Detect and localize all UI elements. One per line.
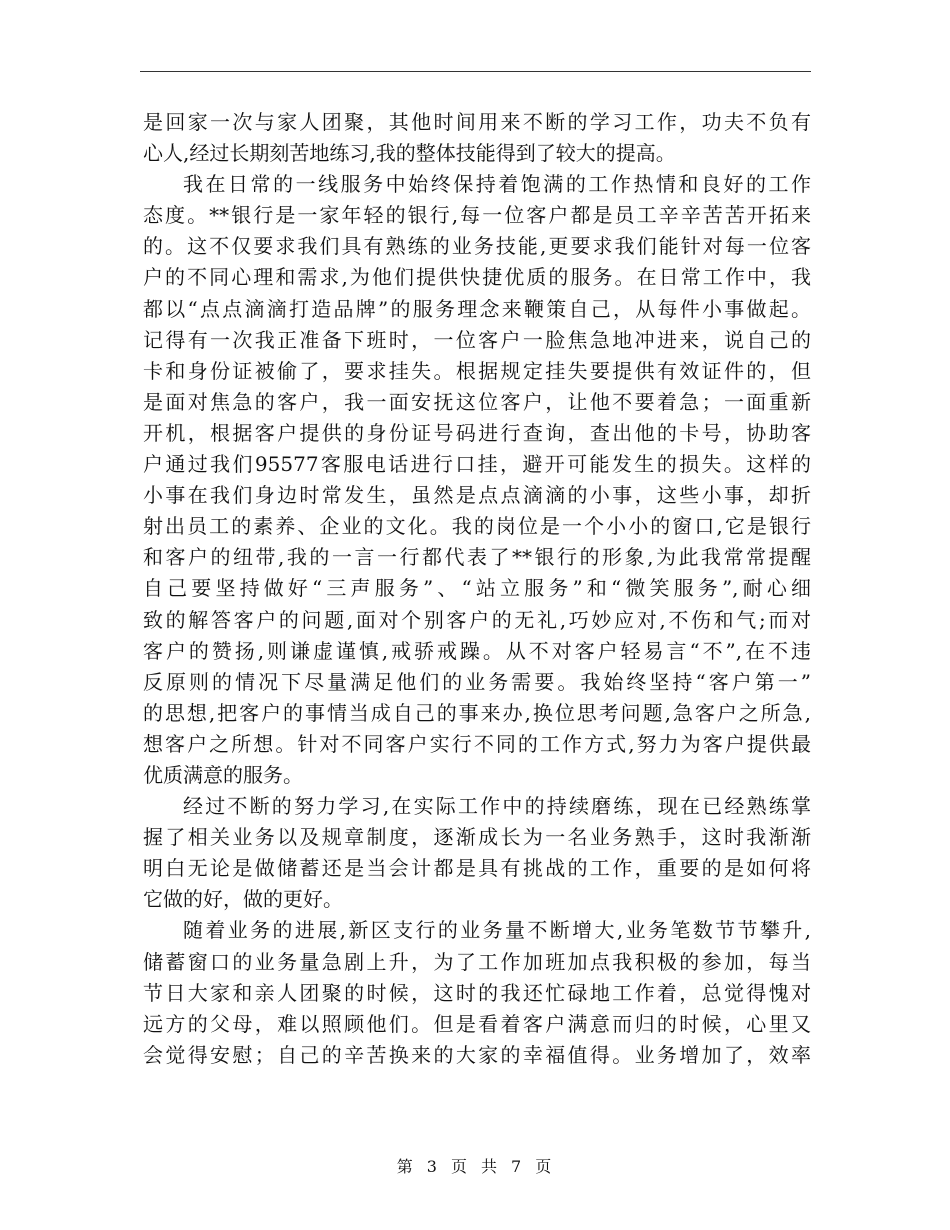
footer-current-page: 3 [426, 1157, 439, 1176]
text-line: 我在日常的一线服务中始终保持着饱满的工作热情和良好的工作 [183, 172, 811, 197]
text-line: 卡和身份证被偷了，要求挂失。根据规定挂失要提供有效证件的，但 [143, 358, 811, 383]
text-line: 都以“点点滴滴打造品牌”的服务理念来鞭策自己，从每件小事做起。 [143, 296, 811, 321]
text-line: 反原则的情况下尽量满足他们的业务需要。我始终坚持“客户第一” [143, 669, 811, 694]
text-line: 想客户之所想。针对不同客户实行不同的工作方式,努力为客户提供最 [143, 731, 811, 756]
text-line: 心人,经过长期刻苦地练习,我的整体技能得到了较大的提高。 [143, 141, 676, 166]
text-line: 户通过我们95577客服电话进行口挂，避开可能发生的损失。这样的 [143, 452, 811, 477]
text-line: 随着业务的进展,新区支行的业务量不断增大,业务笔数节节攀升, [183, 918, 811, 943]
footer-prefix: 第 [396, 1157, 415, 1176]
text-line: 会觉得安慰；自己的辛苦换来的大家的幸福值得。业务增加了，效率 [143, 1042, 811, 1067]
body-text [143, 107, 811, 1071]
text-line: 自己要坚持做好“三声服务”、“站立服务”和“微笑服务”,耐心细 [143, 576, 811, 601]
text-line: 明白无论是做储蓄还是当会计都是具有挑战的工作，重要的是如何将 [143, 856, 811, 881]
header-rule [140, 71, 811, 72]
footer-suffix: 页 [535, 1157, 554, 1176]
text-line: 节日大家和亲人团聚的时候，这时的我还忙碌地工作着，总觉得愧对 [143, 980, 811, 1005]
text-line: 客户的赞扬,则谦虚谨慎,戒骄戒躁。从不对客户轻易言“不”,在不违 [143, 638, 811, 663]
text-line: 是回家一次与家人团聚，其他时间用来不断的学习工作，功夫不负有 [143, 110, 811, 134]
text-line: 的思想,把客户的事情当成自己的事来办,换位思考问题,急客户之所急, [143, 700, 811, 725]
text-line: 记得有一次我正准备下班时，一位客户一脸焦急地冲进来，说自己的 [143, 327, 811, 352]
text-line: 远方的父母，难以照顾他们。但是看着客户满意而归的时候，心里又 [143, 1011, 811, 1036]
text-line: 态度。**银行是一家年轻的银行,每一位客户都是员工辛辛苦苦开拓来 [143, 203, 811, 228]
text-line: 储蓄窗口的业务量急剧上升，为了工作加班加点我积极的参加，每当 [143, 949, 811, 974]
text-line: 致的解答客户的问题,面对个别客户的无礼,巧妙应对,不伤和气;而对 [143, 607, 811, 632]
text-line: 小事在我们身边时常发生，虽然是点点滴滴的小事，这些小事，却折 [143, 483, 811, 508]
page-footer [0, 1154, 950, 1177]
footer-total-pages: 7 [511, 1157, 524, 1176]
text-line: 户的不同心理和需求,为他们提供快捷优质的服务。在日常工作中，我 [143, 265, 811, 290]
text-line: 经过不断的努力学习,在实际工作中的持续磨练，现在已经熟练掌 [183, 794, 811, 819]
text-line: 和客户的纽带,我的一言一行都代表了**银行的形象,为此我常常提醒 [143, 545, 811, 570]
text-line: 的。这不仅要求我们具有熟练的业务技能,更要求我们能针对每一位客 [143, 234, 811, 259]
text-line: 是面对焦急的客户，我一面安抚这位客户，让他不要着急；一面重新 [143, 389, 811, 414]
text-line: 它做的好，做的更好。 [143, 887, 343, 912]
footer-total-word: 共 [481, 1157, 500, 1176]
text-line: 握了相关业务以及规章制度，逐渐成长为一名业务熟手，这时我渐渐 [143, 825, 811, 850]
text-line: 开机，根据客户提供的身份证号码进行查询，查出他的卡号，协助客 [143, 420, 811, 445]
text-line: 射出员工的素养、企业的文化。我的岗位是一个小小的窗口,它是银行 [143, 514, 811, 539]
text-line: 优质满意的服务。 [143, 762, 303, 787]
footer-page-word: 页 [450, 1157, 469, 1176]
